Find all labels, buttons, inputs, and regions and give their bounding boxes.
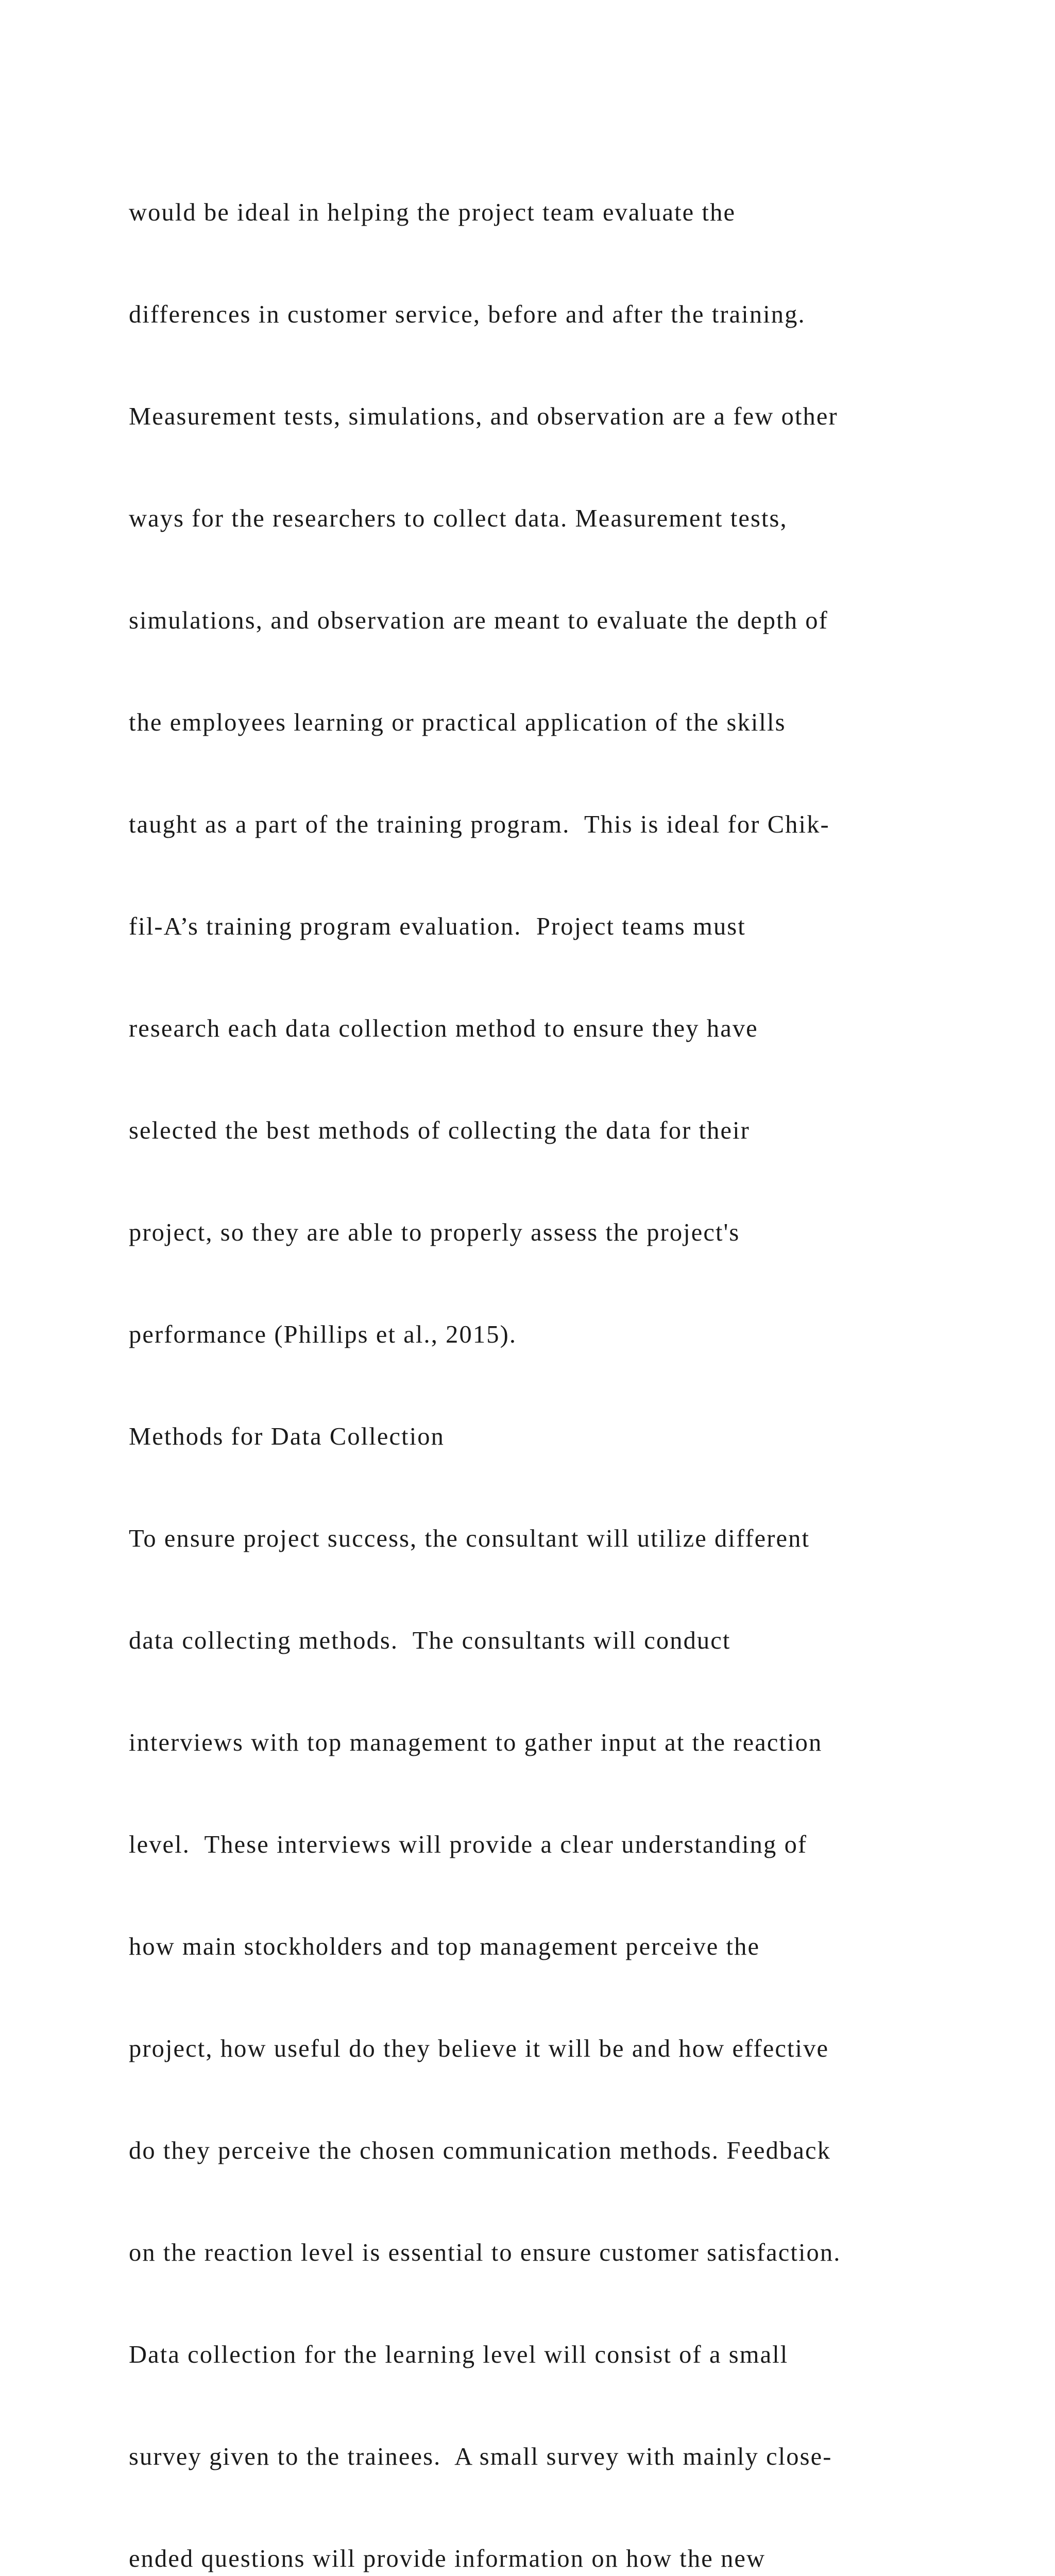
document-body [129, 128, 974, 2576]
text-line: survey given to the trainees. A small survey with mainly close- [129, 2443, 832, 2470]
text-line: differences in customer service, before and after the training. [129, 301, 806, 328]
text-line: simulations, and observation are meant to evaluate the depth of [129, 607, 828, 634]
text-line: ways for the researchers to collect data. Measurement tests, [129, 505, 788, 532]
text-line: on the reaction level is essential to ensure customer satisfaction. [129, 2239, 841, 2266]
text-line: the employees learning or practical application of the skills [129, 709, 786, 736]
text-line: fil-A’s training program evaluation. Project teams must [129, 913, 746, 940]
text-line: research each data collection method to ensure they have [129, 1015, 758, 1042]
text-line: ended questions will provide information on how the new [129, 2545, 766, 2572]
text-line: To ensure project success, the consultant will utilize different [129, 1525, 810, 1552]
text-line: how main stockholders and top management perceive the [129, 1933, 760, 1960]
text-line: would be ideal in helping the project team evaluate the [129, 199, 736, 226]
text-line: project, how useful do they believe it will be and how effective [129, 2035, 829, 2062]
section-heading: Methods for Data Collection [129, 1423, 445, 1450]
text-line: data collecting methods. The consultants will conduct [129, 1627, 731, 1654]
text-line: level. These interviews will provide a clear understanding of [129, 1831, 808, 1858]
text-line: interviews with top management to gather input at the reaction [129, 1729, 823, 1756]
text-line: Measurement tests, simulations, and observation are a few other [129, 403, 838, 430]
text-line: project, so they are able to properly assess the project's [129, 1219, 740, 1246]
text-line: selected the best methods of collecting the data for their [129, 1117, 750, 1144]
text-line: performance (Phillips et al., 2015). [129, 1321, 517, 1348]
text-line: Data collection for the learning level will consist of a small [129, 2341, 789, 2368]
text-line: taught as a part of the training program. This is ideal for Chik- [129, 811, 830, 838]
text-line: do they perceive the chosen communication methods. Feedback [129, 2137, 831, 2164]
